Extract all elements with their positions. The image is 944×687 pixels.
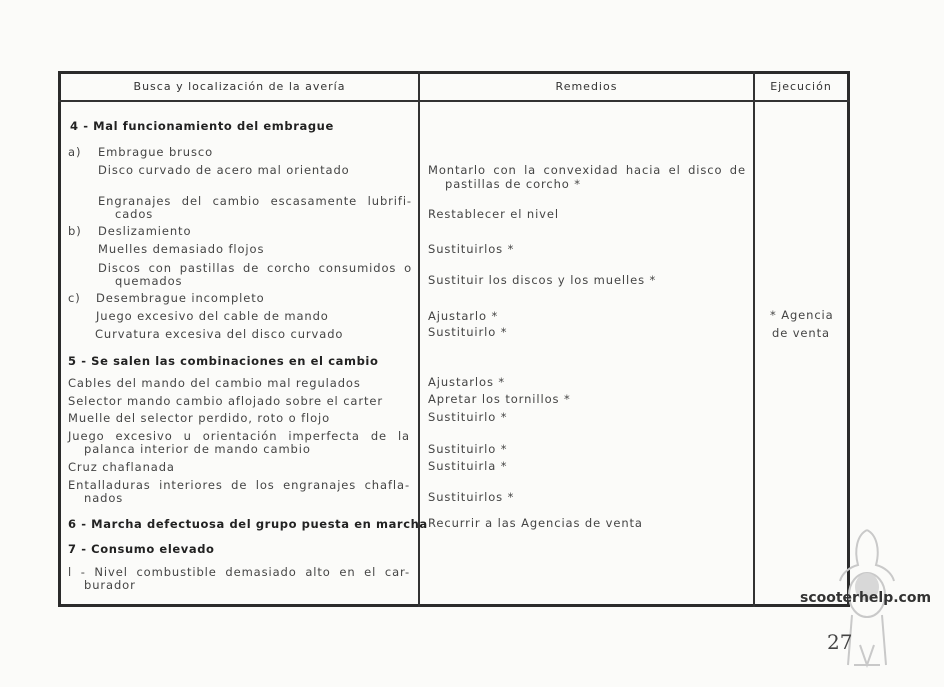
item-b-title: Deslizamiento — [98, 224, 192, 238]
cause-c2: Curvatura excesiva del disco curvado — [95, 327, 344, 341]
remedy-5-4: Sustituirlo * — [428, 442, 508, 456]
cause-5-3: Muelle del selector perdido, roto o flojo — [68, 411, 331, 425]
cause-c1: Juego excesivo del cable de mando — [96, 309, 329, 323]
cause-5-2: Selector mando cambio aflojado sobre el carter — [68, 394, 384, 408]
remedy-5-1: Ajustarlos * — [428, 375, 506, 389]
item-c-label: c) — [68, 291, 81, 305]
watermark-text: scooterhelp.com — [800, 590, 932, 606]
remedy-a1-line2: pastillas de corcho * — [445, 177, 581, 191]
cause-7-1-line1: l - Nivel combustible demasiado alto en el car- — [68, 565, 410, 579]
item-b-label: b) — [68, 224, 82, 238]
item-a-label: a) — [68, 145, 82, 159]
cause-5-5: Cruz chaflanada — [68, 460, 175, 474]
header-remedy: Remedios — [555, 80, 618, 93]
remedy-6: Recurrir a las Agencias de venta — [428, 516, 643, 530]
cause-b1: Muelles demasiado flojos — [98, 242, 265, 256]
remedy-5-3: Sustituirlo * — [428, 410, 508, 424]
header-divider — [58, 100, 850, 102]
cause-a2-line1: Engranajes del cambio escasamente lubrifi- — [98, 194, 412, 208]
cause-5-4-line1: Juego excesivo u orientación imperfecta de la — [68, 429, 410, 443]
section-7-title: 7 - Consumo elevado — [68, 542, 215, 556]
header-execution: Ejecución — [770, 80, 832, 93]
remedy-5-2: Apretar los tornillos * — [428, 392, 571, 406]
cause-7-1-line2: burador — [84, 578, 136, 592]
cause-5-1: Cables del mando del cambio mal regulados — [68, 376, 361, 390]
remedy-b1: Sustituirlos * — [428, 242, 515, 256]
remedy-a1-line1: Montarlo con la convexidad hacia el disco de — [428, 163, 746, 177]
remedy-a2: Restablecer el nivel — [428, 207, 559, 221]
header-cause: Busca y localización de la avería — [133, 80, 346, 93]
remedy-5-5: Sustituirla * — [428, 459, 508, 473]
remedy-c2: Sustituirlo * — [428, 325, 508, 339]
remedy-b2: Sustituir los discos y los muelles * — [428, 273, 657, 287]
execution-line1: * Agencia — [770, 308, 834, 322]
cause-5-6-line2: nados — [84, 491, 124, 505]
page-number: 27 — [827, 630, 853, 654]
cause-a1: Disco curvado de acero mal orientado — [98, 163, 350, 177]
cause-5-6-line1: Entalladuras interiores de los engranajes chafla- — [68, 478, 410, 492]
section-4-title: 4 - Mal funcionamiento del embrague — [70, 119, 334, 133]
column-divider-2 — [753, 71, 755, 607]
item-a-title: Embrague brusco — [98, 145, 214, 159]
cause-a2-line2: cados — [115, 207, 154, 221]
item-c-title: Desembrague incompleto — [96, 291, 265, 305]
section-5-title: 5 - Se salen las combinaciones en el cambio — [68, 354, 379, 368]
remedy-5-6: Sustituirlos * — [428, 490, 515, 504]
cause-5-4-line2: palanca interior de mando cambio — [84, 442, 311, 456]
execution-line2: de venta — [772, 326, 830, 340]
cause-b2-line2: quemados — [115, 274, 183, 288]
remedy-c1: Ajustarlo * — [428, 309, 499, 323]
section-6-title: 6 - Marcha defectuosa del grupo puesta en marcha — [68, 517, 428, 531]
cause-b2-line1: Discos con pastillas de corcho consumidos o — [98, 261, 412, 275]
